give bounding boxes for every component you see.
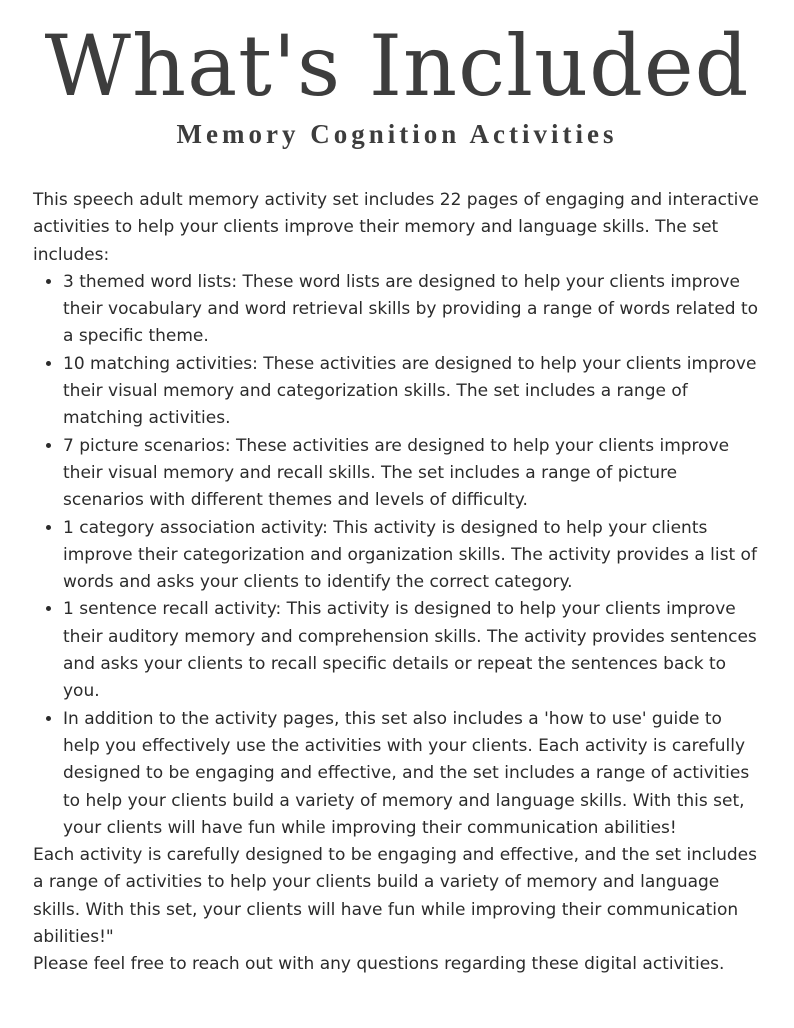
- intro-paragraph: This speech adult memory activity set includes 22 pages of engaging and interactive activities to help your clients improve their memory and language skills. The set includes:: [33, 190, 759, 265]
- list-item-how-to-use-guide: • In addition to the activity pages, this set also includes a 'how to use' guide to help you effectively use the activities with your clients. Each activity is carefully designed to be engaging and effective, and the set includes a range of activities to help your clients build a variety of memory and language skills. With this set, your clients will have fun while improving their communication abilities!: [63, 706, 763, 842]
- list-item-sentence-recall: • 1 sentence recall activity: This activity is designed to help your clients improve their auditory memory and comprehension skills. The activity provides sentences and asks your clients to recall specific details or repeat the sentences back to you.: [63, 596, 763, 705]
- list-item-category-association: • 1 category association activity: This activity is designed to help your clients improve their categorization and organization skills. The activity provides a list of words and asks your clients to identify the correct category.: [63, 515, 763, 597]
- description-body: [33, 187, 763, 979]
- closing-paragraph: Each activity is carefully designed to be engaging and effective, and the set includes a range of activities to help your clients build a variety of memory and language skills. With this set, your clients will have fun while improving their communication abilities!": [33, 845, 757, 948]
- contact-paragraph: Please feel free to reach out with any questions regarding these digital activities.: [33, 954, 725, 975]
- list-item-picture-scenarios: • 7 picture scenarios: These activities are designed to help your clients improve their visual memory and recall skills. The set includes a range of picture scenarios with different themes and levels of difficulty.: [63, 433, 763, 515]
- list-item-matching-activities: • 10 matching activities: These activities are designed to help your clients improve their visual memory and categorization skills. The set includes a range of matching activities.: [63, 351, 763, 433]
- list-item-word-lists: • 3 themed word lists: These word lists are designed to help your clients improve their vocabulary and word retrieval skills by providing a range of words related to a specific theme.: [63, 269, 763, 351]
- page-subtitle: Memory Cognition Activities: [176, 119, 618, 149]
- page-title: What's Included: [44, 17, 750, 115]
- included-items-list: [33, 269, 763, 842]
